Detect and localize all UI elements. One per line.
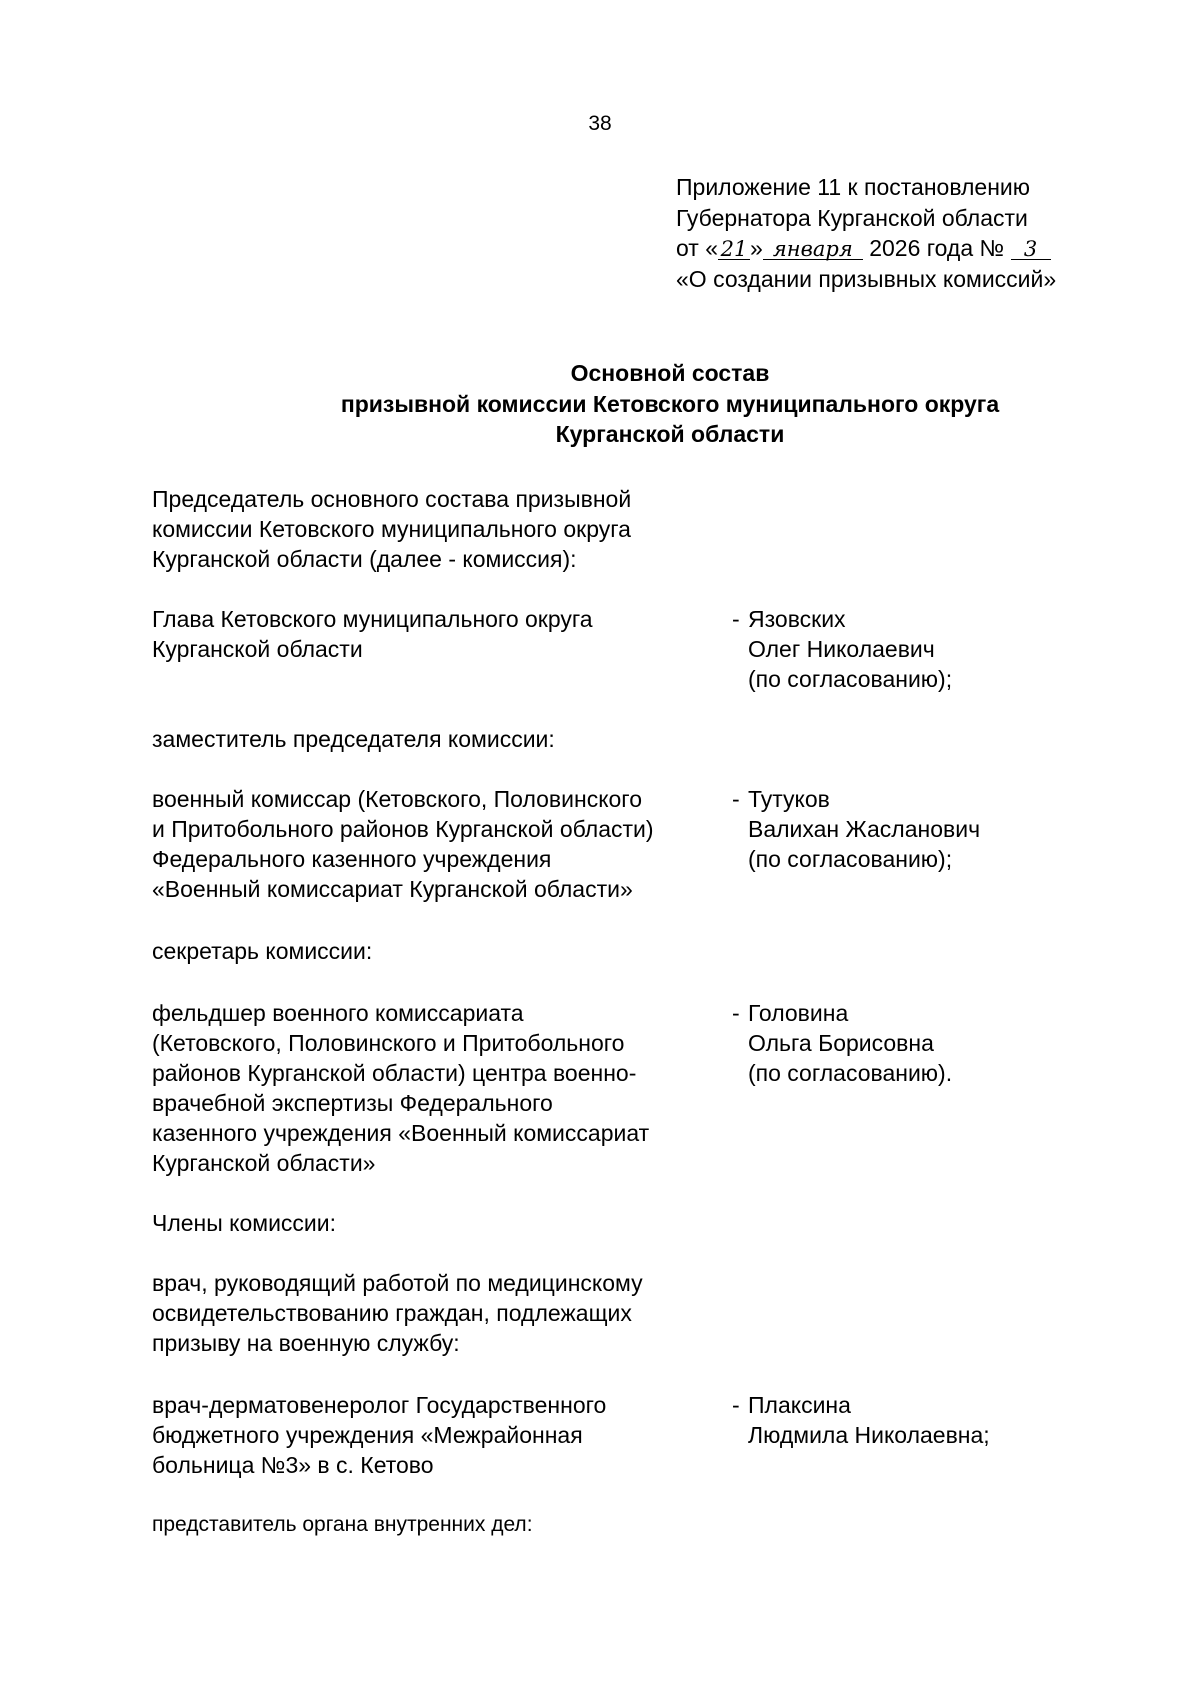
heading-line: врач, руководящий работой по медицинскому [152, 1270, 643, 1296]
name-line: Тутуков [748, 786, 830, 812]
name-line: Олег Николаевич [748, 636, 935, 662]
member-position [152, 998, 649, 1178]
position-line: врачебной экспертизы Федерального [152, 1090, 553, 1116]
dash: - [732, 1000, 740, 1026]
annex-line-3 [676, 233, 1056, 264]
doctor-heading [152, 1268, 643, 1358]
position-line: Курганской области» [152, 1150, 376, 1176]
annex-mid: » [750, 235, 763, 261]
name-line: (по согласованию). [748, 1060, 953, 1086]
annex-year-text: 2026 года № [862, 235, 1011, 261]
name-line: (по согласованию); [748, 666, 953, 692]
handwritten-month: января [763, 239, 863, 260]
chair-heading-line: комиссии Кетовского муниципального округа [152, 516, 631, 542]
name-line: Валихан Жасланович [748, 816, 981, 842]
member-name [732, 1390, 990, 1450]
annex-line-4: «О создании призывных комиссий» [676, 265, 1057, 292]
position-line: Курганской области [152, 636, 363, 662]
position-line: районов Курганской области) центра военно- [152, 1060, 637, 1086]
deputy-heading: заместитель председателя комиссии: [152, 726, 555, 752]
position-line: Глава Кетовского муниципального округа [152, 606, 593, 632]
member-position [152, 1390, 606, 1480]
annex-from-prefix: от « [676, 235, 719, 261]
police-heading: представитель органа внутренних дел: [152, 1513, 533, 1536]
heading-line: освидетельствованию граждан, подлежащих [152, 1300, 632, 1326]
chair-heading [152, 484, 631, 574]
title-line-3: Курганской области [555, 421, 785, 447]
annex-line-1: Приложение 11 к постановлению [676, 174, 1031, 200]
title-line-1: Основной состав [570, 360, 770, 386]
chair-heading-line: Курганской области (далее - комиссия): [152, 546, 577, 572]
page-number: 38 [588, 112, 612, 135]
name-line: Плаксина [748, 1392, 851, 1418]
position-line: (Кетовского, Половинского и Притобольного [152, 1030, 625, 1056]
name-line: (по согласованию); [748, 846, 953, 872]
name-line: Людмила Николаевна; [748, 1422, 990, 1448]
member-position [152, 604, 593, 664]
member-name [732, 998, 952, 1088]
secretary-heading: секретарь комиссии: [152, 938, 373, 964]
member-name [732, 784, 980, 874]
name-line: Головина [748, 1000, 849, 1026]
member-position [152, 784, 654, 904]
dash: - [732, 606, 740, 632]
chair-heading-line: Председатель основного состава призывной [152, 486, 632, 512]
position-line: военный комиссар (Кетовского, Половинского [152, 786, 642, 812]
position-line: врач-дерматовенеролог Государственного [152, 1392, 607, 1418]
position-line: Федерального казенного учреждения [152, 846, 552, 872]
position-line: бюджетного учреждения «Межрайонная [152, 1422, 583, 1448]
title-line-2: призывной комиссии Кетовского муниципального округа [340, 390, 1000, 417]
members-heading: Члены комиссии: [152, 1210, 337, 1236]
position-line: больница №3» в с. Кетово [152, 1452, 434, 1478]
name-line: Язовских [748, 606, 846, 632]
position-line: казенного учреждения «Военный комиссариат [152, 1120, 650, 1146]
position-line: фельдшер военного комиссариата [152, 1000, 524, 1026]
member-name [732, 604, 952, 694]
annex-block [676, 172, 1056, 294]
dash: - [732, 786, 740, 812]
position-line: «Военный комиссариат Курганской области» [152, 876, 633, 902]
handwritten-day: 21 [718, 239, 750, 260]
handwritten-number: 3 [1011, 239, 1051, 260]
heading-line: призыву на военную службу: [152, 1330, 460, 1356]
dash: - [732, 1392, 740, 1418]
annex-line-2: Губернатора Курганской области [676, 204, 1028, 231]
position-line: и Притобольного районов Курганской области) [152, 816, 654, 842]
name-line: Ольга Борисовна [748, 1030, 934, 1056]
document-title [0, 358, 1200, 450]
